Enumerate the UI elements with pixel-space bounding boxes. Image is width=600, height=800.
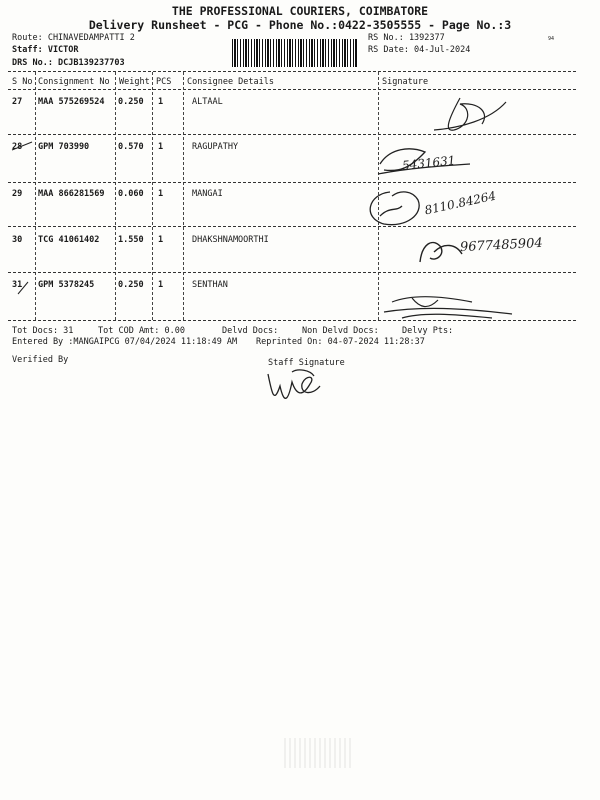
row-pcs: 1	[158, 142, 164, 152]
tick-row-31	[14, 280, 30, 296]
delivery-points: Delvy Pts:	[402, 326, 454, 336]
row-consignee: ALTAAL	[192, 97, 223, 107]
row-consignee: MANGAI	[192, 189, 223, 199]
non-delivered-docs: Non Delvd Docs:	[302, 326, 379, 336]
col-consignment: Consignment No	[38, 77, 110, 87]
company-title: THE PROFESSIONAL COURIERS, COIMBATORE	[171, 4, 429, 18]
row-consignment: GPM 703990	[38, 142, 90, 152]
tick-row-28	[10, 140, 34, 152]
row-sno: 28	[12, 142, 23, 152]
row-weight: 0.060	[118, 189, 144, 199]
delivered-docs: Delvd Docs:	[222, 326, 279, 336]
corner-mark: 94	[548, 36, 555, 42]
row-consignee: SENTHAN	[192, 280, 228, 290]
row-consignment: GPM 5378245	[38, 280, 95, 290]
row-rule	[8, 226, 576, 227]
row-consignment: MAA 575269524	[38, 97, 105, 107]
staff-signature	[262, 364, 326, 408]
signature-note-row-30: 9677485904	[459, 235, 544, 256]
row-consignee: DHAKSHNAMOORTHI	[192, 235, 269, 245]
barcode	[232, 39, 358, 67]
row-pcs: 1	[158, 235, 164, 245]
total-docs: Tot Docs: 31	[12, 326, 74, 336]
row-weight: 1.550	[118, 235, 144, 245]
row-weight: 0.570	[118, 142, 144, 152]
row-pcs: 1	[158, 189, 164, 199]
col-pcs: PCS	[156, 77, 172, 87]
staff-label: Staff: VICTOR	[12, 45, 79, 55]
row-rule	[8, 182, 576, 183]
row-sno: 27	[12, 97, 23, 107]
row-sno: 31	[12, 280, 23, 290]
staff-signature-label: Staff Signature	[268, 358, 345, 368]
row-consignment: TCG 41061402	[38, 235, 100, 245]
signature-note-row-29: 8110.84264	[423, 188, 498, 218]
col-sep-2	[115, 72, 116, 320]
col-signature: Signature	[382, 77, 429, 87]
col-sep-4	[183, 72, 184, 320]
entered-by: Entered By :MANGAIPCG 07/04/2024 11:18:49 AM	[12, 337, 238, 347]
row-consignment: MAA 866281569	[38, 189, 105, 199]
scan-smudge	[284, 738, 354, 768]
row-weight: 0.250	[118, 280, 144, 290]
row-weight: 0.250	[118, 97, 144, 107]
signature-row-28	[370, 138, 550, 180]
col-consignee: Consignee Details	[187, 77, 274, 87]
row-pcs: 1	[158, 280, 164, 290]
signature-row-27	[430, 90, 510, 135]
route-label: Route: CHINAVEDAMPATTI 2	[12, 33, 135, 43]
row-sno: 29	[12, 189, 23, 199]
col-weight: Weight	[119, 77, 150, 87]
col-sep-3	[152, 72, 153, 320]
row-pcs: 1	[158, 97, 164, 107]
signature-row-31	[372, 288, 532, 324]
reprinted-on: Reprinted On: 04-07-2024 11:28:37	[256, 337, 425, 347]
row-sno: 30	[12, 235, 23, 245]
rs-date: RS Date: 04-Jul-2024	[368, 45, 471, 55]
signature-note-row-28: 5431631	[401, 153, 457, 173]
rs-number: RS No.: 1392377	[368, 33, 445, 43]
total-cod-amount: Tot COD Amt: 0.00	[98, 326, 185, 336]
col-sno: S No	[12, 77, 33, 87]
row-consignee: RAGUPATHY	[192, 142, 239, 152]
drs-number: DRS No.: DCJB139237703	[12, 58, 125, 68]
runsheet-subtitle: Delivery Runsheet - PCG - Phone No.:0422-3505555 - Page No.:3	[88, 18, 512, 32]
col-sep-1	[35, 72, 36, 320]
header-rule-top	[8, 71, 576, 72]
row-rule	[8, 272, 576, 273]
verified-by-label: Verified By	[12, 355, 69, 365]
